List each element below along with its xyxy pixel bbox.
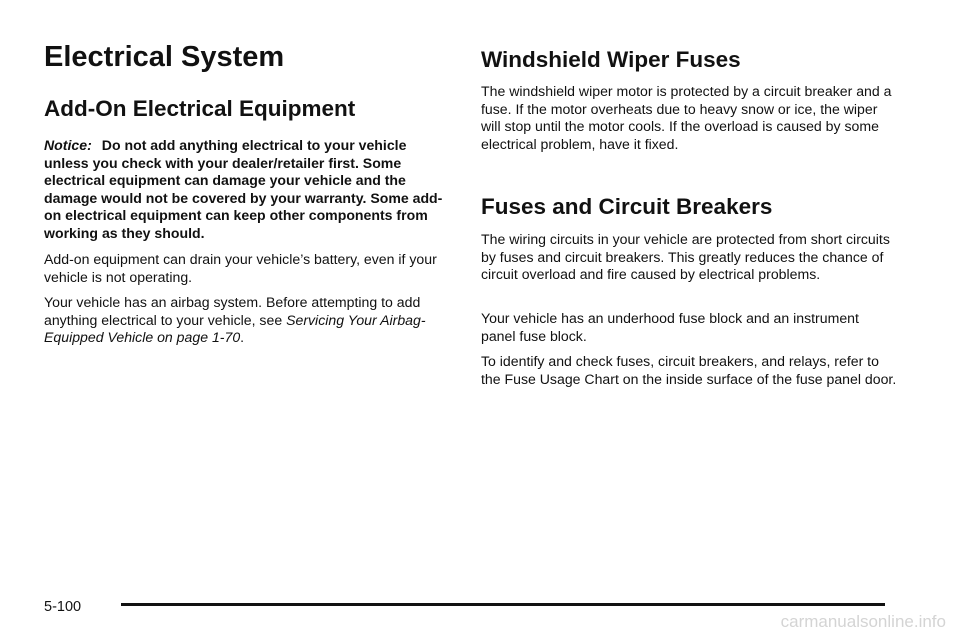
addon-equipment-heading: Add-On Electrical Equipment <box>44 96 356 121</box>
airbag-paragraph <box>44 294 454 347</box>
page-number: 5-100 <box>44 599 82 615</box>
wiper-paragraph: The windshield wiper motor is protected by a circuit breaker and a fuse. If the motor overheats due to heavy snow or ice, the wiper will stop until the motor cools. If the overload is caused by some electrical problem, have it fixed. <box>481 83 892 152</box>
watermark: carmanualsonline.info <box>780 612 946 631</box>
notice-label: Notice: <box>44 137 92 153</box>
airbag-paragraph-text: Your vehicle has an airbag system. Before attempting to add anything electrical to your vehicle, see <box>44 294 421 328</box>
fuses-paragraph-3: To identify and check fuses, circuit breakers, and relays, refer to the Fuse Usage Chart on the inside surface of the fuse panel door. <box>481 353 897 387</box>
airbag-page-reference: Servicing Your Airbag-Equipped Vehicle on page 1-70 <box>44 311 426 346</box>
battery-paragraph: Add-on equipment can drain your vehicle’s battery, even if your vehicle is not operating. <box>44 251 437 285</box>
footer-rule <box>121 603 885 606</box>
page-title: Electrical System <box>44 41 285 73</box>
fuses-paragraph-1: The wiring circuits in your vehicle are protected from short circuits by fuses and circuit breakers. This greatly reduces the chance of circuit overload and fire caused by electrical problems. <box>481 231 890 283</box>
fuses-paragraph-2: Your vehicle has an underhood fuse block and an instrument panel fuse block. <box>481 310 859 344</box>
notice-block <box>44 137 454 243</box>
notice-text: Do not add anything electrical to your vehicle unless you check with your dealer/retailer first. Some electrical equipment can damage your vehicle and the damage would not be covered by your warranty. Some add-on electrical equipment can keep other components from working as they should. <box>44 137 443 241</box>
windshield-wiper-fuses-heading: Windshield Wiper Fuses <box>481 47 741 72</box>
fuses-circuit-breakers-heading: Fuses and Circuit Breakers <box>481 194 773 219</box>
airbag-paragraph-end: . <box>240 329 245 346</box>
notice-paragraph <box>44 137 454 243</box>
